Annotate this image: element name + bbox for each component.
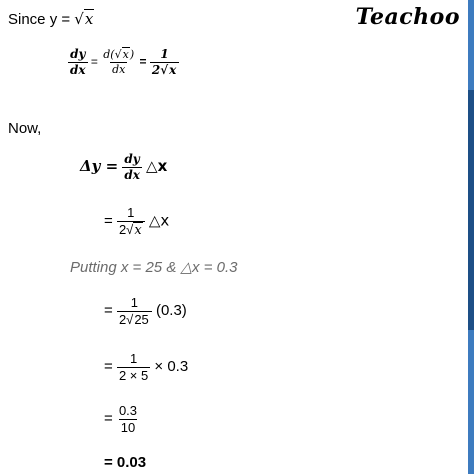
step1-numerator: 1 <box>127 205 135 220</box>
step3-numerator: 1 <box>129 351 138 366</box>
final-answer: = 0.03 <box>104 454 147 471</box>
step2-factor: (0.3) <box>155 302 187 320</box>
equals-sign: = <box>104 302 113 320</box>
step1-line <box>104 206 169 237</box>
step4-numerator: 0.3 <box>118 403 138 418</box>
teachoo-logo: Teachoo <box>355 4 460 30</box>
sqrt-radicand: x <box>84 10 94 28</box>
derivative-numerator: d(√x) <box>103 48 135 62</box>
step1-denominator: 2√x <box>117 221 145 238</box>
since-text: Since y = <box>8 11 75 28</box>
step3-fraction <box>117 352 150 382</box>
dydx-denominator: dx <box>70 62 86 77</box>
step3-factor: × 0.3 <box>154 358 189 376</box>
delta-y-text: Δy = <box>80 157 119 176</box>
delta-denominator: dx <box>124 167 140 182</box>
step2-line <box>104 296 187 326</box>
sqrt-x: √x <box>74 10 94 28</box>
delta-fraction <box>122 153 142 181</box>
dydx-fraction <box>68 48 88 76</box>
result-denominator: 2√x <box>150 62 179 77</box>
step2-numerator: 1 <box>130 295 138 310</box>
equals-sign: = <box>139 54 147 69</box>
delta-numerator: dy <box>124 152 140 166</box>
step4-fraction <box>117 404 139 434</box>
derivative-denominator: dx <box>112 62 126 76</box>
derivative-line <box>68 48 179 76</box>
step1-delta-x: △x <box>148 211 170 230</box>
putting-line: Putting x = 25 & △x = 0.3 <box>70 259 238 276</box>
derivative-fraction <box>101 49 136 75</box>
equals-sign: = <box>90 54 98 69</box>
right-edge-bar-dark <box>468 90 474 330</box>
since-line <box>8 10 94 28</box>
equals-sign: = <box>104 358 113 376</box>
now-label: Now, <box>8 120 42 137</box>
step3-line <box>104 352 188 382</box>
delta-x-text: △x <box>146 157 168 176</box>
result-numerator: 1 <box>160 47 169 61</box>
step4-denominator: 10 <box>120 419 136 435</box>
step1-fraction <box>117 206 145 237</box>
step2-fraction <box>117 296 152 326</box>
equals-sign: = <box>104 212 113 230</box>
step3-denominator: 2 × 5 <box>118 367 149 383</box>
dydx-numerator: dy <box>70 47 86 61</box>
delta-y-line <box>80 153 167 181</box>
step2-denominator: 2√25 <box>117 311 152 327</box>
result-fraction <box>150 48 179 76</box>
equals-sign: = <box>104 410 113 428</box>
step4-line <box>104 404 139 434</box>
